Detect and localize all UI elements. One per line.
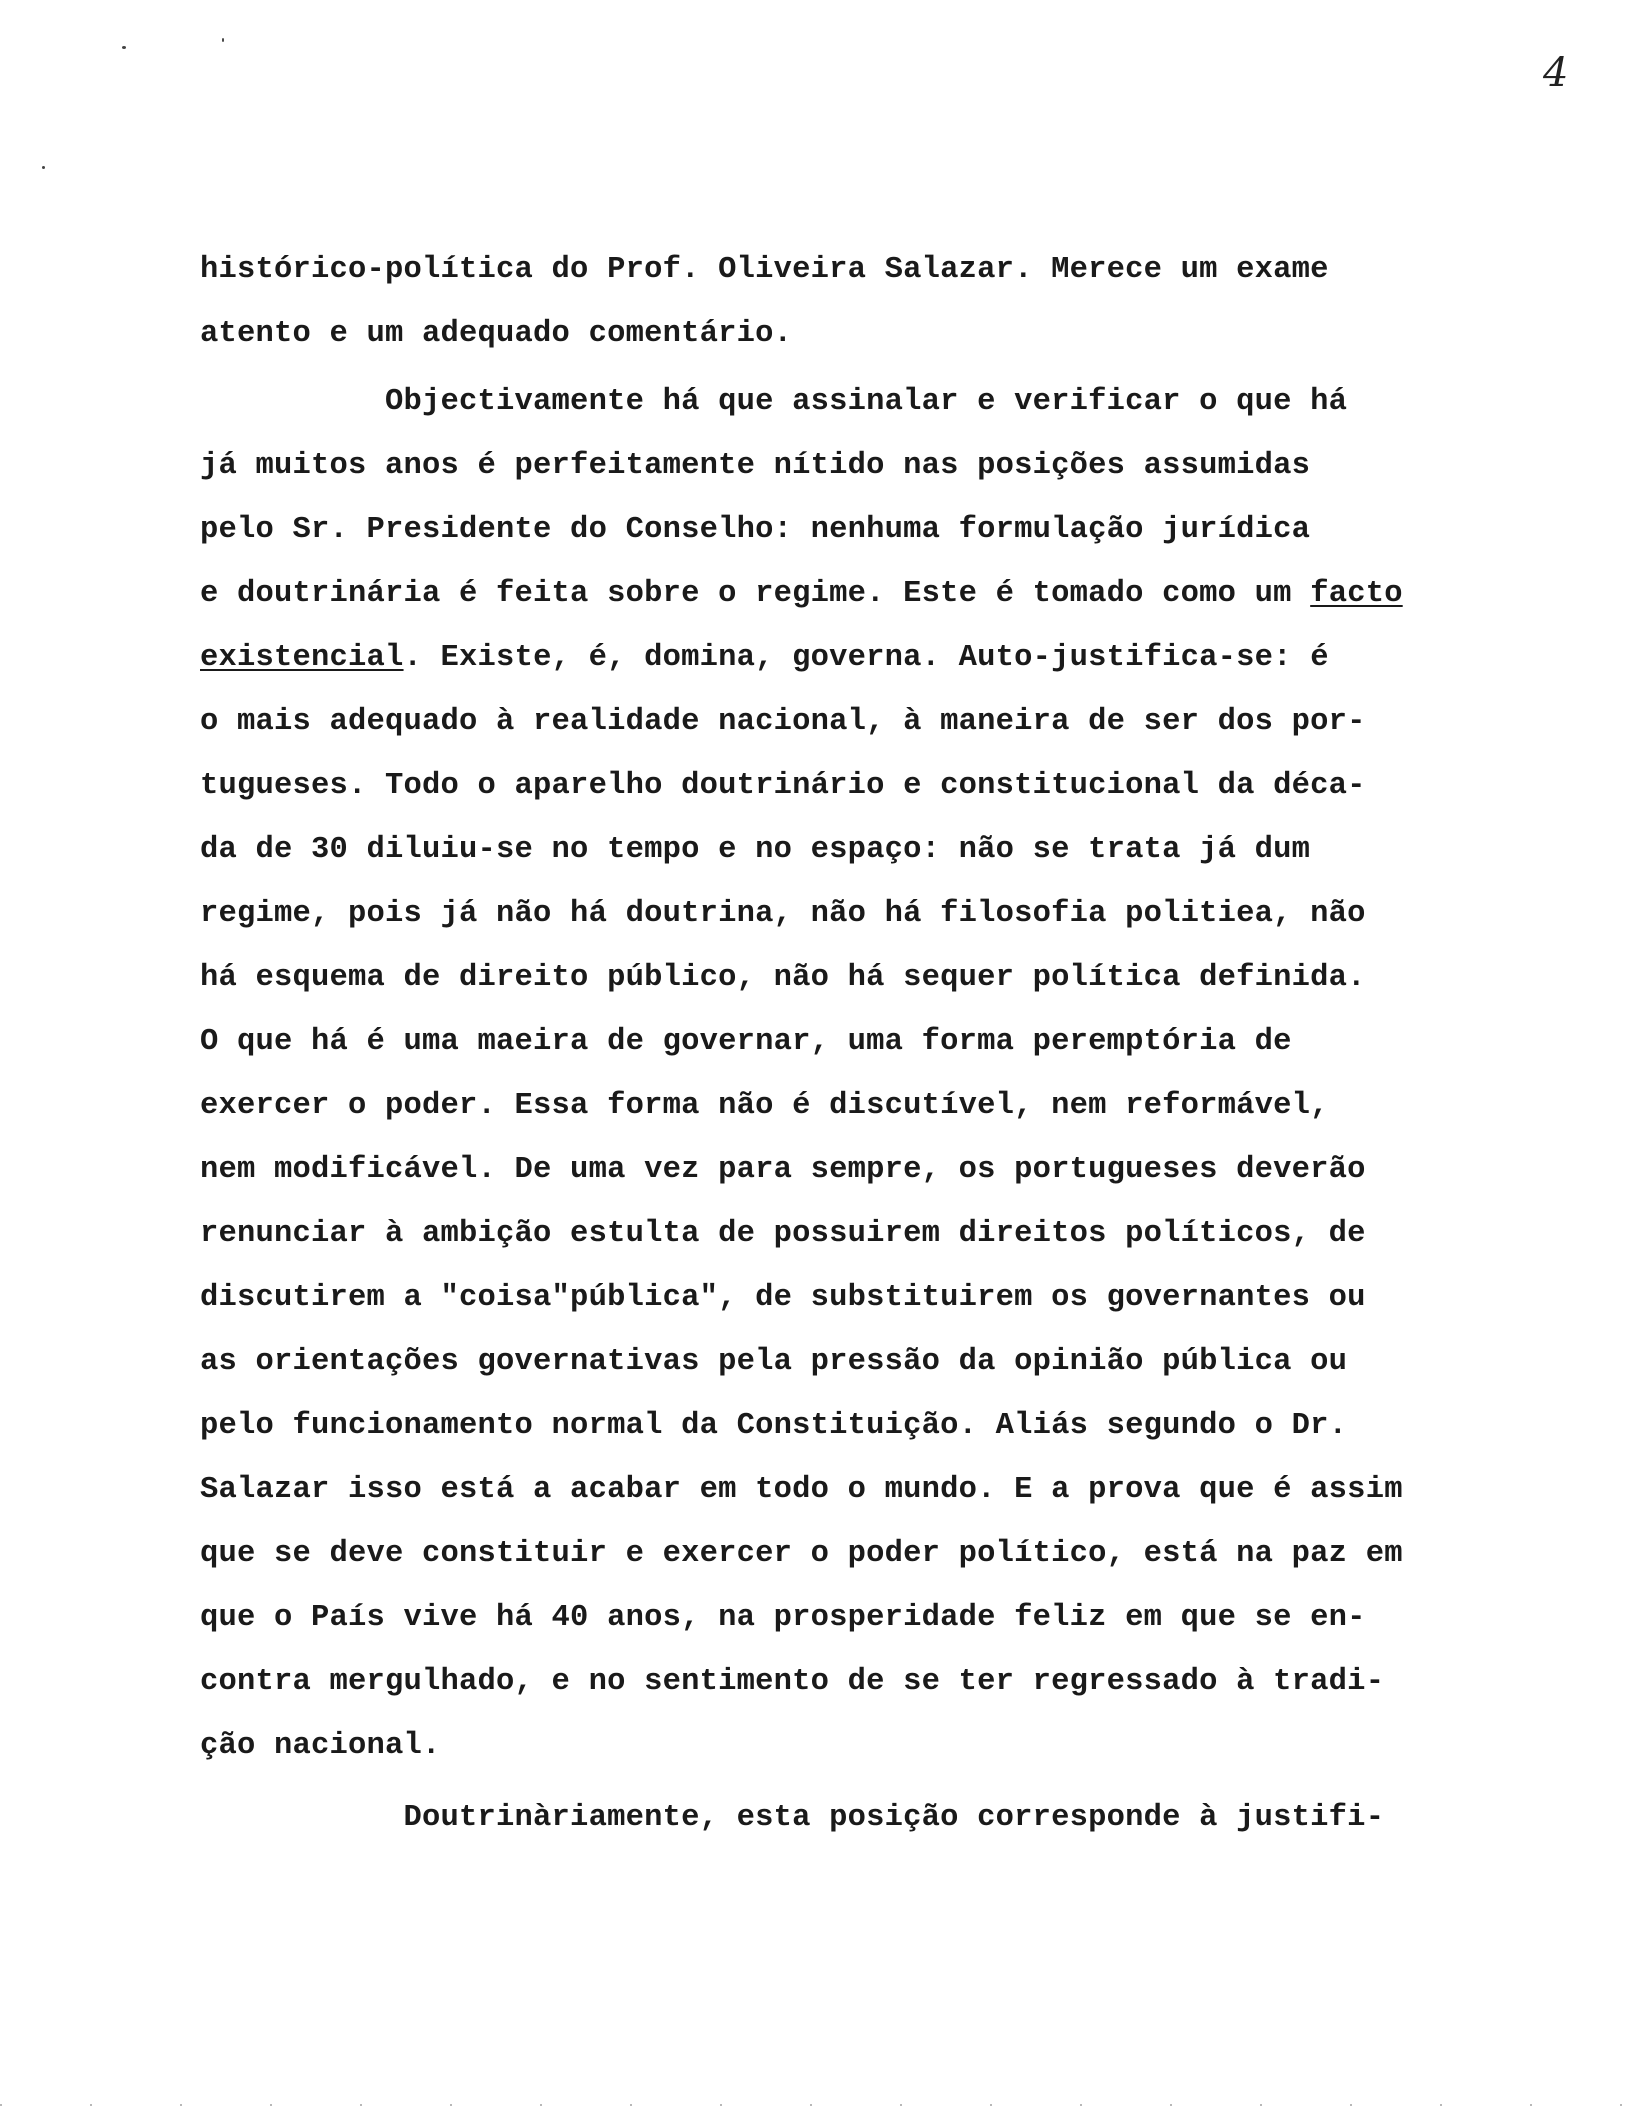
text-segment: . Existe, é, domina, governa. Auto-justifica-se: é [403, 641, 1329, 675]
text-line: o mais adequado à realidade nacional, à maneira de ser dos por- [200, 705, 1366, 739]
text-line: as orientações governativas pela pressão da opinião pública ou [200, 1345, 1348, 1379]
text-line: renunciar à ambição estulta de possuirem direitos políticos, de [200, 1217, 1366, 1251]
text-line: da de 30 diluiu-se no tempo e no espaço: não se trata já dum [200, 833, 1311, 867]
text-line: tugueses. Todo o aparelho doutrinário e constitucional da déca- [200, 769, 1366, 803]
text-line: atento e um adequado comentário. [200, 317, 793, 351]
text-line: Objectivamente há que assinalar e verificar o que há [200, 385, 1348, 419]
text-line: regime, pois já não há doutrina, não há filosofia politiea, não [200, 897, 1366, 931]
text-line: O que há é uma maeira de governar, uma forma peremptória de [200, 1025, 1292, 1059]
text-segment: e doutrinária é feita sobre o regime. Este é tomado como um [200, 577, 1311, 611]
underlined-term: facto [1310, 577, 1403, 611]
scan-speck [122, 46, 126, 49]
text-line: nem modificável. De uma vez para sempre, os portugueses deverão [200, 1153, 1366, 1187]
text-line: Doutrinàriamente, esta posição corresponde à justifi- [200, 1801, 1385, 1835]
text-line: histórico-política do Prof. Oliveira Salazar. Merece um exame [200, 253, 1329, 287]
text-line: exercer o poder. Essa forma não é discutível, nem reformável, [200, 1089, 1329, 1123]
text-line: pelo Sr. Presidente do Conselho: nenhuma formulação jurídica [200, 513, 1311, 547]
scan-edge-noise [0, 2104, 1632, 2106]
text-line [200, 638, 1329, 678]
text-line: que se deve constituir e exercer o poder político, está na paz em [200, 1537, 1403, 1571]
underlined-term: existencial [200, 641, 404, 675]
text-line: há esquema de direito público, não há sequer política definida. [200, 961, 1366, 995]
text-line: já muitos anos é perfeitamente nítido nas posições assumidas [200, 449, 1311, 483]
text-line: que o País vive há 40 anos, na prosperidade feliz em que se en- [200, 1601, 1366, 1635]
text-line: contra mergulhado, e no sentimento de se ter regressado à tradi- [200, 1665, 1385, 1699]
text-line: discutirem a "coisa"pública", de substituirem os governantes ou [200, 1281, 1366, 1315]
scan-speck [42, 166, 45, 169]
scan-speck [222, 38, 224, 42]
text-line: Salazar isso está a acabar em todo o mundo. E a prova que é assim [200, 1473, 1403, 1507]
text-line: ção nacional. [200, 1729, 441, 1763]
page-number: 4 [1543, 50, 1569, 96]
text-line: pelo funcionamento normal da Constituição. Aliás segundo o Dr. [200, 1409, 1348, 1443]
text-line [200, 574, 1403, 614]
